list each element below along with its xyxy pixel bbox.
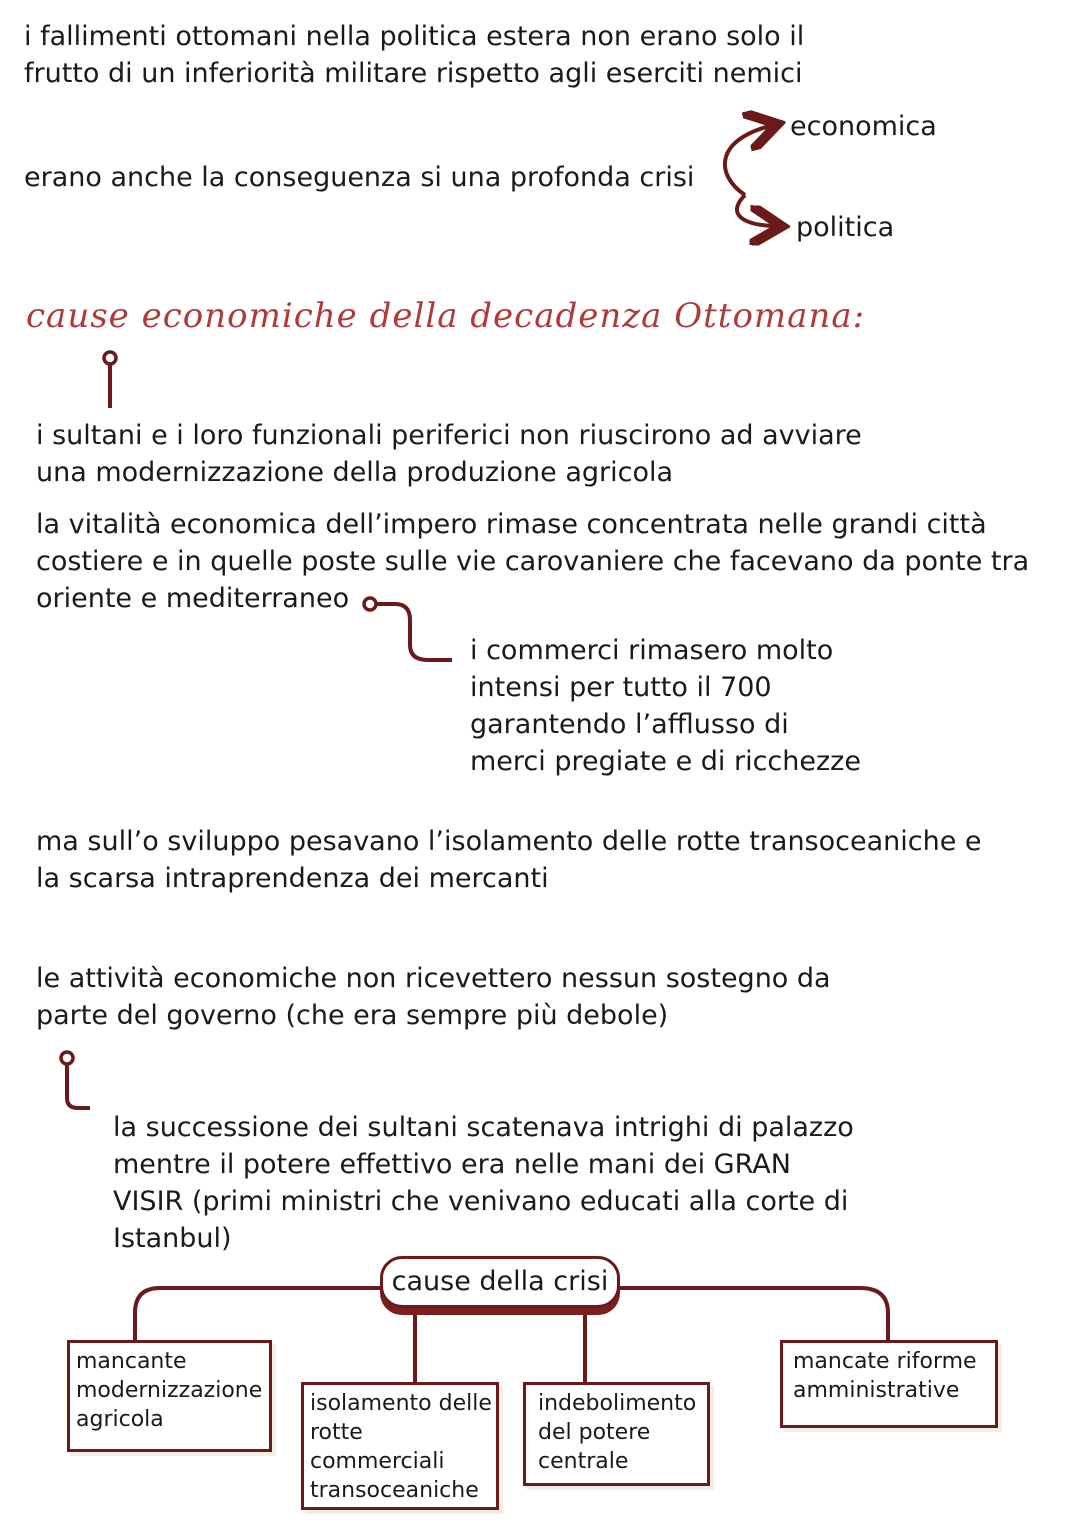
box-line: agricola (76, 1407, 164, 1432)
text-line: VISIR (primi ministri che venivano educati alla corte di (113, 1186, 849, 1217)
text-line: garantendo l’afflusso di (470, 709, 789, 740)
box-line: indebolimento (538, 1391, 697, 1416)
text-line: le attività economiche non ricevettero nessun sostegno da (36, 963, 831, 994)
paragraph-2 (36, 506, 1029, 617)
intro-paragraph (24, 18, 804, 92)
arrow-economica (725, 126, 770, 195)
pin-circle-title (104, 352, 116, 364)
section-title: cause economiche della decadenza Ottomana: (26, 296, 866, 336)
diagram-box-potere (523, 1382, 710, 1486)
branch-politica: politica (796, 212, 895, 243)
box-line: isolamento delle (310, 1391, 492, 1416)
text-line: la vitalità economica dell’impero rimase concentrata nelle grandi città (36, 509, 987, 540)
paragraph-2-note (470, 632, 861, 780)
box-line: commerciali (310, 1449, 445, 1474)
text-line: oriente e mediterraneo (36, 583, 350, 614)
intro-line: i fallimenti ottomani nella politica estera non erano solo il (24, 21, 805, 52)
text-line: i commerci rimasero molto (470, 635, 834, 666)
diagram-box-riforme (780, 1340, 998, 1428)
crisis-text: erano anche la conseguenza si una profonda crisi (24, 162, 695, 193)
text-line: costiere e in quelle poste sulle vie carovaniere che facevano da ponte tra (36, 546, 1030, 577)
paragraph-4 (36, 960, 831, 1034)
text-line: parte del governo (che era sempre più debole) (36, 1000, 669, 1031)
diagram-box-agricola (67, 1340, 272, 1452)
box-line: modernizzazione (76, 1378, 263, 1403)
paragraph-3 (36, 823, 982, 897)
pin-circle-gov (61, 1052, 73, 1064)
arrow-politica (737, 195, 774, 226)
text-line: una modernizzazione della produzione agricola (36, 457, 674, 488)
box-line: mancate riforme (793, 1349, 977, 1374)
text-line: Istanbul) (113, 1223, 232, 1254)
text-line: la scarsa intraprendenza dei mercanti (36, 863, 549, 894)
box-line: rotte (310, 1420, 363, 1445)
text-line: merci pregiate e di ricchezze (470, 746, 861, 777)
box-line: del potere (538, 1420, 651, 1445)
diagram-center-node: cause della crisi (380, 1256, 620, 1308)
paragraph-4-note (113, 1109, 854, 1257)
text-line: la successione dei sultani scatenava intrighi di palazzo (113, 1112, 854, 1143)
box-line: amministrative (793, 1378, 960, 1403)
text-line: i sultani e i loro funzionali periferici non riuscirono ad avviare (36, 420, 862, 451)
text-line: ma sull’o sviluppo pesavano l’isolamento delle rotte transoceaniche e (36, 826, 982, 857)
box-line: mancante (76, 1349, 187, 1374)
text-line: mentre il potere effettivo era nelle mani dei GRAN (113, 1149, 791, 1180)
box-line: transoceaniche (310, 1478, 479, 1503)
text-line: intensi per tutto il 700 (470, 672, 772, 703)
intro-line: frutto di un inferiorità militare rispetto agli eserciti nemici (24, 58, 803, 89)
diagram-box-rotte (301, 1382, 499, 1510)
box-line: centrale (538, 1449, 629, 1474)
branch-economica: economica (790, 111, 937, 142)
paragraph-1 (36, 417, 862, 491)
